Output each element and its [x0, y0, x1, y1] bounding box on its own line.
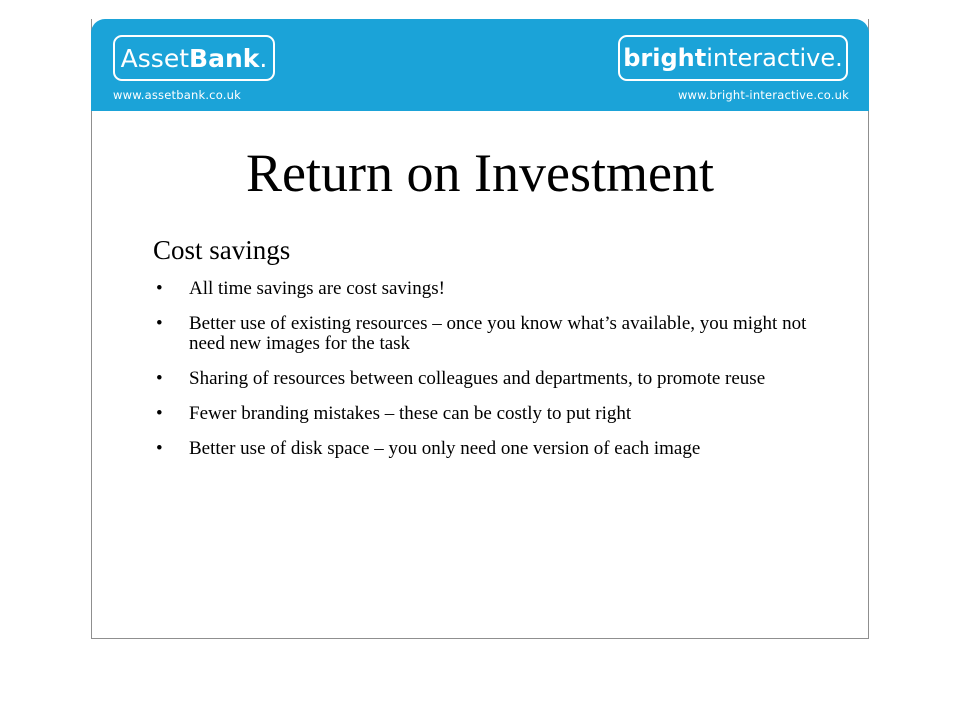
bullet-item: [153, 369, 813, 389]
assetbank-logo-part2: Bank: [189, 43, 260, 73]
bullet-text: All time savings are cost savings!: [189, 278, 445, 299]
bullet-item: [153, 439, 813, 459]
brightinteractive-logo-dot: .: [835, 44, 843, 72]
brightinteractive-logo-part1: bright: [623, 44, 707, 72]
assetbank-logo-part1: Asset: [120, 43, 190, 73]
bullet-text: Better use of disk space – you only need one version of each image: [189, 438, 701, 459]
assetbank-logo[interactable]: [113, 35, 275, 81]
slide-subheading: Cost savings: [153, 235, 291, 265]
bullet-text: Fewer branding mistakes – these can be costly to put right: [189, 403, 632, 424]
bullet-dot: •: [156, 313, 163, 334]
bullet-list: [153, 279, 813, 474]
bullet-dot: •: [156, 403, 163, 424]
bullet-text: Sharing of resources between colleagues and departments, to promote reuse: [189, 368, 766, 389]
brightinteractive-logo-part2: interactive: [706, 44, 836, 72]
assetbank-logo-dot: .: [259, 43, 268, 73]
brightinteractive-logo[interactable]: [618, 35, 848, 81]
bullet-dot: •: [156, 278, 163, 299]
assetbank-url[interactable]: www.assetbank.co.uk: [113, 88, 241, 102]
header-band: [91, 19, 869, 111]
brightinteractive-url[interactable]: www.bright-interactive.co.uk: [677, 88, 849, 102]
bullet-text: Better use of existing resources – once you know what’s available, you might not need new images for the task: [189, 313, 807, 354]
bullet-dot: •: [156, 438, 163, 459]
bullet-item: [153, 404, 813, 424]
bullet-dot: •: [156, 368, 163, 389]
bullet-item: [153, 314, 813, 354]
slide-title: Return on Investment: [246, 143, 714, 203]
bullet-item: [153, 279, 813, 299]
